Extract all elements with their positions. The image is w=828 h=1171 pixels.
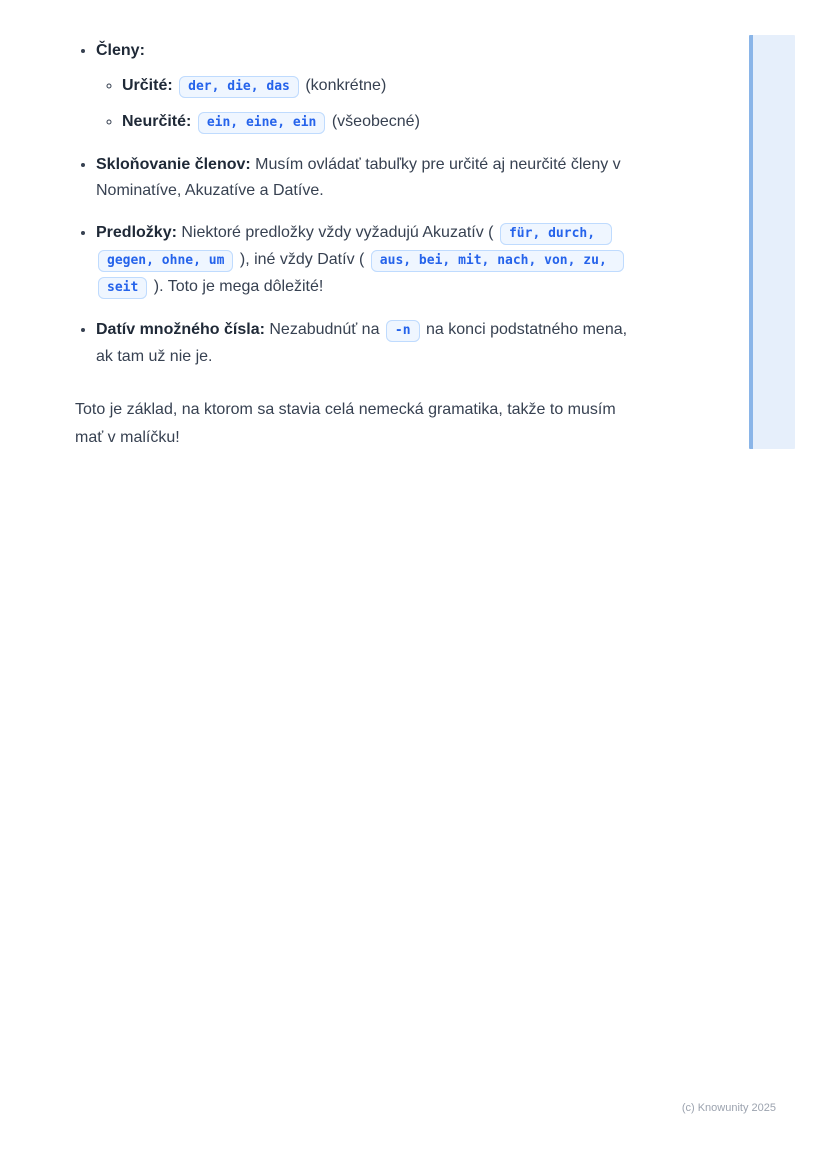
- closing-paragraph: Toto je základ, na ktorom sa stavia celá nemecká gramatika, takže to musím mať v malíčku!: [75, 401, 616, 446]
- item-text-urcite: (konkrétne): [305, 77, 387, 94]
- item-text-dativ-1: Nezabudnúť na: [269, 321, 380, 338]
- list-item-predlozky: [96, 220, 643, 301]
- side-panel: [749, 35, 795, 449]
- list-item-neurcite: [122, 109, 643, 136]
- item-label-urcite: Určité:: [122, 77, 173, 94]
- inline-code-der-die-das: der, die, das: [179, 76, 299, 98]
- item-text-predlozky-2: ), iné vždy Datív (: [239, 251, 365, 268]
- item-text-predlozky-1: Niektoré predložky vždy vyžadujú Akuzatív (: [181, 224, 494, 241]
- item-label-dativ: Datív množného čísla:: [96, 321, 265, 338]
- inline-code-n-suffix: -n: [386, 320, 420, 342]
- document-content: [75, 38, 643, 452]
- inline-code-akuzativ-prepositions: für, durch, gegen, ohne, um: [98, 223, 612, 272]
- inline-code-dativ-prepositions: aus, bei, mit, nach, von, zu, seit: [98, 250, 624, 299]
- list-item-dativ: [96, 317, 643, 370]
- item-text-dativ-2: na konci podstatného mena, ak tam už nie je.: [96, 321, 628, 365]
- inline-code-ein-eine-ein: ein, eine, ein: [198, 112, 326, 134]
- bullet-list: [75, 38, 643, 370]
- item-label-cleny: Členy:: [96, 42, 145, 59]
- sub-list-cleny: [96, 73, 643, 136]
- item-text-sklonovanie: Musím ovládať tabuľky pre určité aj neurčité členy v Nominatíve, Akuzatíve a Datíve.: [96, 156, 621, 199]
- footer-credit: (c) Knowunity 2025: [681, 1102, 776, 1114]
- list-item-cleny: [96, 38, 643, 136]
- item-label-neurcite: Neurčité:: [122, 113, 192, 130]
- list-item-sklonovanie: [96, 152, 643, 204]
- item-text-neurcite: (všeobecné): [331, 113, 420, 130]
- item-label-sklonovanie: Skloňovanie členov:: [96, 156, 251, 173]
- item-text-predlozky-3: ). Toto je mega dôležité!: [153, 278, 324, 295]
- list-item-urcite: [122, 73, 643, 100]
- item-label-predlozky: Predložky:: [96, 224, 177, 241]
